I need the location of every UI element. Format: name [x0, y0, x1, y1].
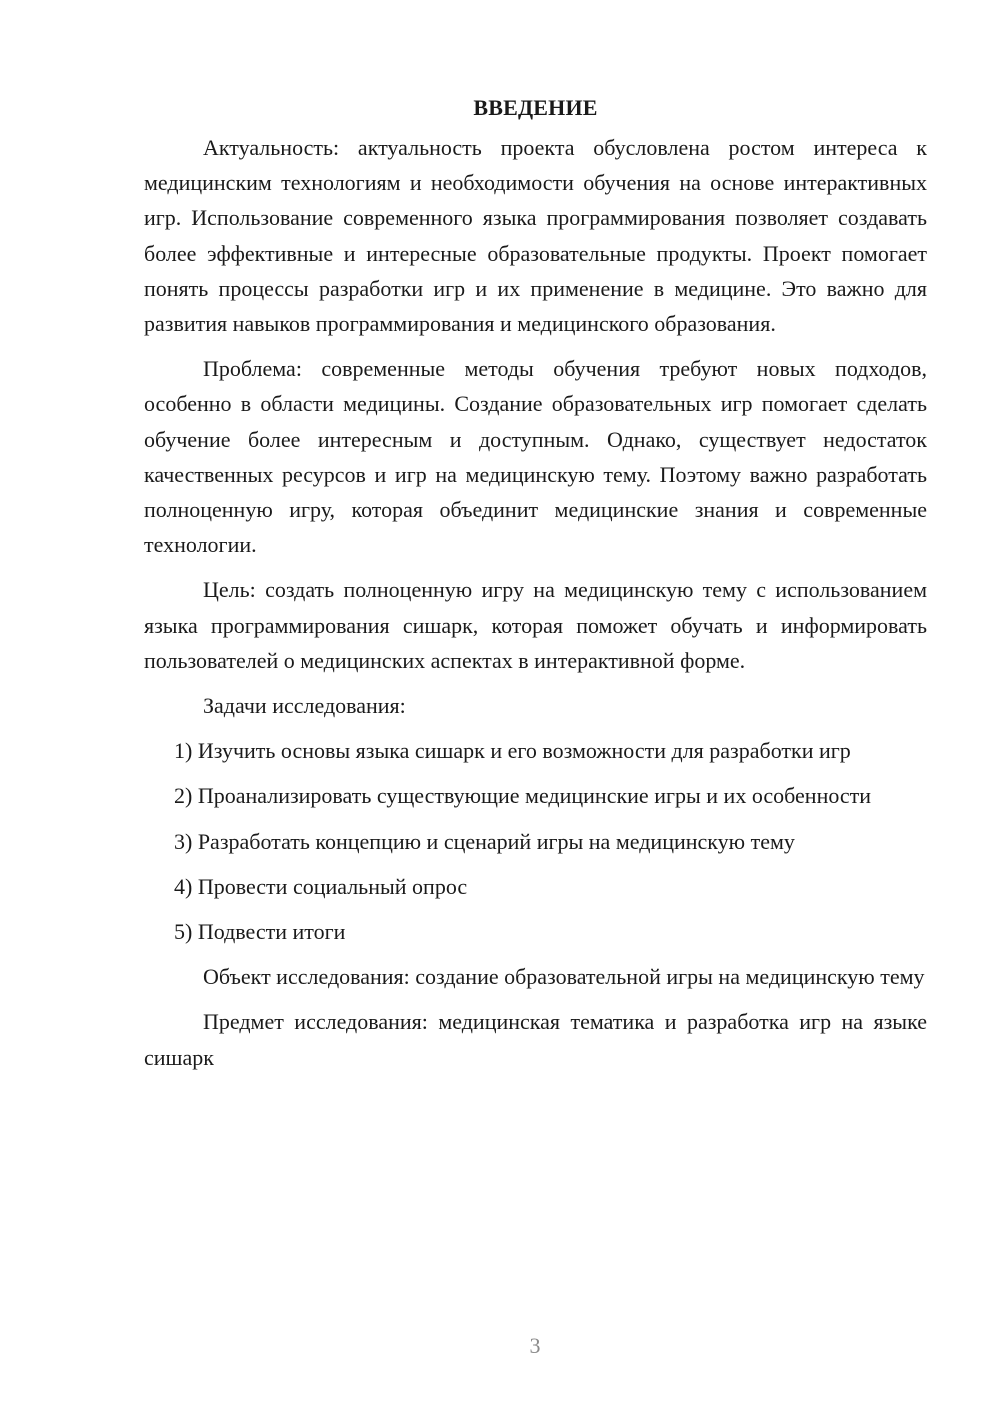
task-item-4: 4) Провести социальный опрос	[174, 873, 468, 899]
tasks-heading: Задачи исследования:	[203, 693, 406, 719]
task-item-2: 2) Проанализировать существующие медицинские игры и их особенности	[174, 783, 872, 809]
page-number: 3	[529, 1333, 541, 1358]
task-item-1: 1) Изучить основы языка сишарк и его возможности для разработки игр	[174, 738, 851, 764]
object-paragraph: Объект исследования: создание образовательной игры на медицинскую тему	[203, 964, 925, 990]
page-content	[144, 90, 927, 1085]
problem-paragraph: Проблема: современные методы обучения требуют новых подходов, особенно в области медицины. Создание образовательных игр помогает сделать обучение более интересным и доступным. Однако, существует недостаток качественных ресурсов и игр на медицинскую тему. Поэтому важно разработать полноценную игру, которая объединит медицинские знания и современные технологии.	[144, 356, 927, 558]
task-item-5: 5) Подвести итоги	[174, 919, 346, 945]
page-title: ВВЕДЕНИЕ	[473, 95, 598, 120]
task-item-3: 3) Разработать концепцию и сценарий игры на медицинскую тему	[174, 828, 795, 854]
goal-paragraph: Цель: создать полноценную игру на медицинскую тему с использованием языка программирования сишарк, которая поможет обучать и информировать пользователей о медицинских аспектах в интерактивной форме.	[144, 577, 927, 673]
subject-paragraph: Предмет исследования: медицинская тематика и разработка игр на языке сишарк	[144, 1009, 927, 1070]
relevance-paragraph: Актуальность: актуальность проекта обусловлена ростом интереса к медицинским технологиям и необходимости обучения на основе интерактивных игр. Использование современного языка программирования позволяет создавать более эффективные и интересные образовательные продукты. Проект помогает понять процессы разработки игр и их применение в медицине. Это важно для развития навыков программирования и медицинского образования.	[144, 135, 927, 337]
